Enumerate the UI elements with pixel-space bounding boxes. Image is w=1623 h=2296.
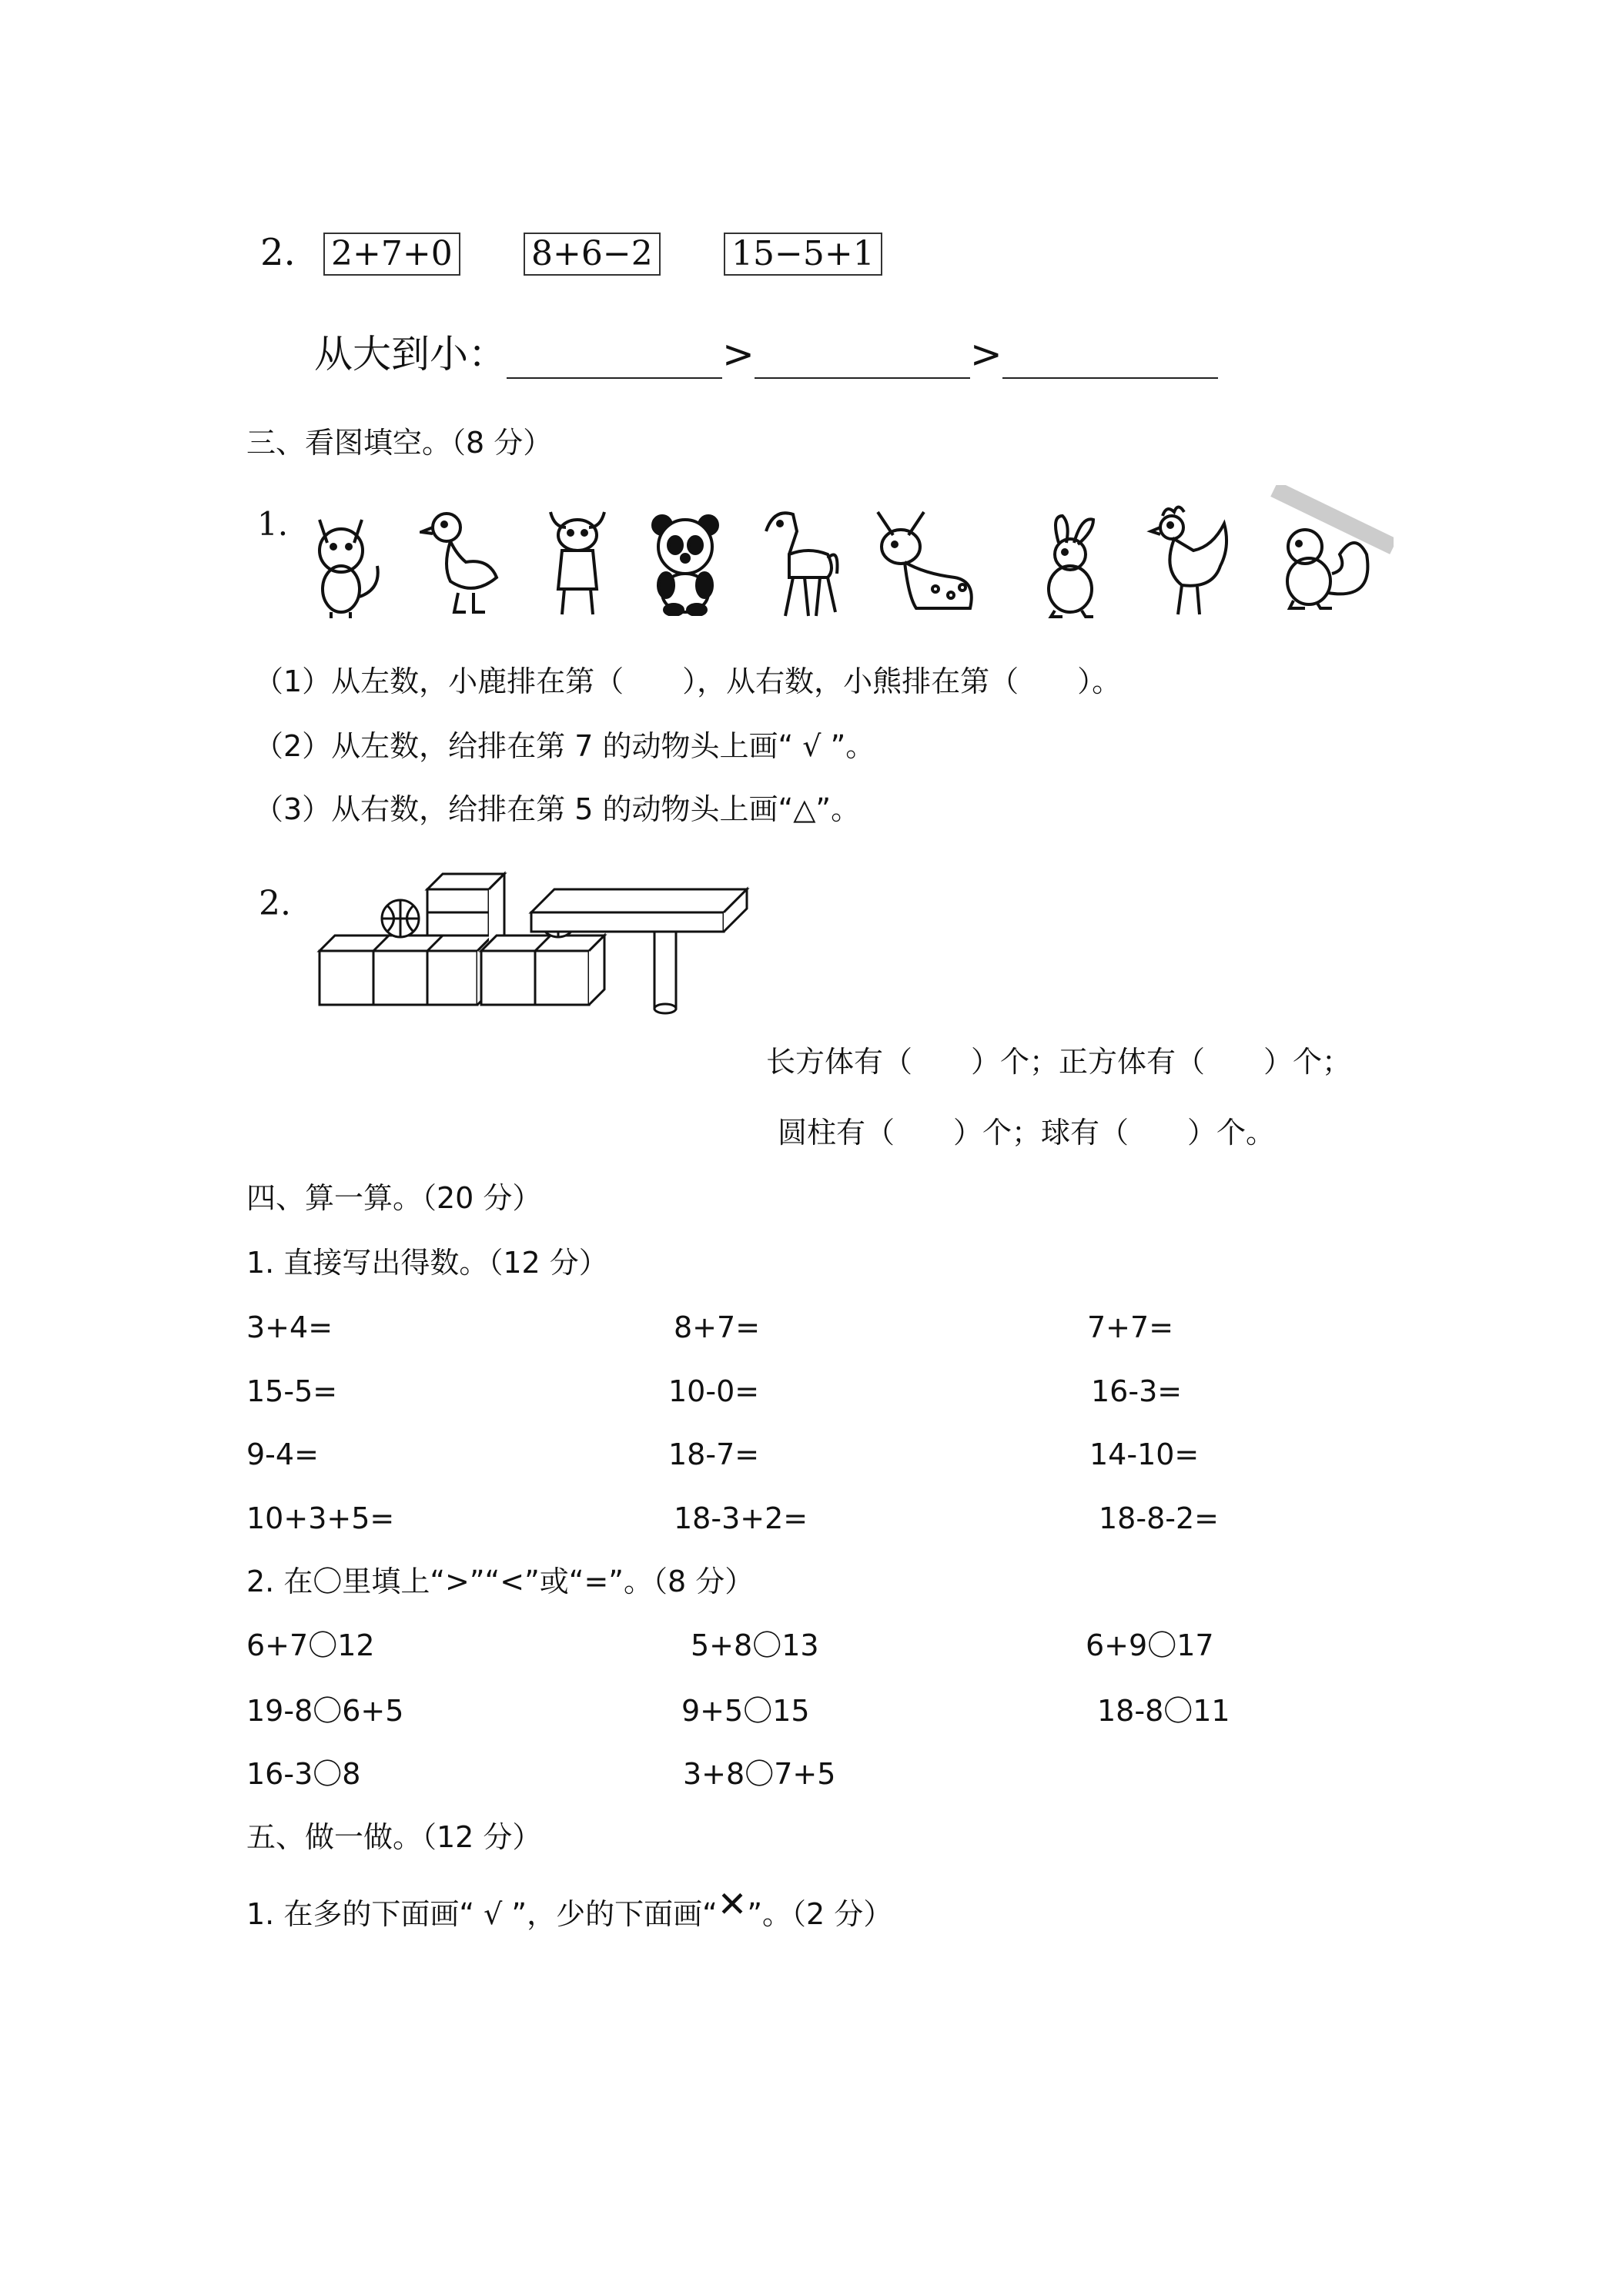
calc-4-1: 10+3+5=: [246, 1501, 395, 1535]
compare-1-2: 5+8〇13: [691, 1628, 819, 1662]
calc-3-1: 9-4=: [246, 1438, 319, 1471]
blocks-figure: [312, 870, 758, 1063]
q2-number: 2.: [260, 231, 296, 274]
s3-q1-number: 1.: [257, 505, 289, 543]
section-3-title: 三、看图填空。（8 分）: [246, 426, 553, 460]
rooster-icon: [1139, 500, 1240, 620]
section-4-title: 四、算一算。（20 分）: [246, 1181, 542, 1215]
cross-mark-icon: ✕: [717, 1883, 748, 1925]
section-5-title: 五、做一做。（12 分）: [246, 1820, 542, 1854]
s5-q1-text-start: 1. 在多的下面画“ √ ”，少的下面画“: [246, 1897, 718, 1931]
expr-box-3: 15−5+1: [724, 233, 882, 276]
horse-icon: [751, 500, 843, 620]
calc-2-1: 15-5=: [246, 1374, 338, 1408]
compare-3-1: 16-3〇8: [246, 1757, 361, 1791]
expr-box-1: 2+7+0: [323, 233, 460, 276]
cat-icon: [304, 504, 389, 620]
gt-sign-2: >: [969, 332, 1002, 377]
calc-4-2: 18-3+2=: [674, 1501, 808, 1535]
calc-3-2: 18-7=: [668, 1438, 760, 1471]
deer-icon: [862, 504, 978, 620]
rabbit-icon: [1028, 512, 1113, 620]
calc-1-3: 7+7=: [1087, 1310, 1174, 1344]
squirrel-icon: [1259, 485, 1394, 620]
s3-q1-item-3: （3）从右数，给排在第 5 的动物头上画“△”。: [254, 792, 861, 826]
order-line: [314, 323, 1218, 379]
s4-q2-title: 2. 在〇里填上“>”“<”或“=”。（8 分）: [246, 1565, 755, 1598]
s5-q1: [246, 1883, 893, 1931]
duck-icon: [420, 504, 504, 620]
compare-3-2: 3+8〇7+5: [683, 1757, 836, 1791]
answer-blank-2[interactable]: [755, 346, 970, 379]
expr-box-2: 8+6−2: [524, 233, 661, 276]
panda-icon: [643, 508, 728, 616]
s5-q1-text-end: ”。（2 分）: [747, 1897, 893, 1931]
gt-sign-1: >: [722, 332, 755, 377]
compare-1-1: 6+7〇12: [246, 1628, 375, 1662]
s3-q2-line-1: 长方体有（ ）个；正方体有（ ）个；: [766, 1045, 1352, 1079]
s4-q1-title: 1. 直接写出得数。（12 分）: [246, 1246, 608, 1280]
s3-q2-line-2: 圆柱有（ ）个；球有（ ）个。: [778, 1116, 1276, 1150]
answer-blank-3[interactable]: [1002, 346, 1218, 379]
answer-blank-1[interactable]: [507, 346, 722, 379]
cow-icon: [535, 500, 620, 620]
calc-4-3: 18-8-2=: [1099, 1501, 1219, 1535]
calc-2-3: 16-3=: [1091, 1374, 1183, 1408]
s3-q1-item-2: （2）从左数，给排在第 7 的动物头上画“ √ ”。: [254, 729, 875, 763]
order-label: 从大到小：: [314, 332, 507, 377]
calc-2-2: 10-0=: [668, 1374, 760, 1408]
s3-q2-number: 2.: [259, 884, 291, 923]
compare-2-1: 19-8〇6+5: [246, 1694, 404, 1728]
compare-2-3: 18-8〇11: [1097, 1694, 1230, 1728]
compare-1-3: 6+9〇17: [1086, 1628, 1214, 1662]
calc-3-3: 14-10=: [1089, 1438, 1200, 1471]
calc-1-1: 3+4=: [246, 1310, 333, 1344]
calc-1-2: 8+7=: [674, 1310, 761, 1344]
s3-q1-item-1: （1）从左数，小鹿排在第（ ），从右数，小熊排在第（ ）。: [254, 664, 1122, 698]
compare-2-2: 9+5〇15: [681, 1694, 810, 1728]
